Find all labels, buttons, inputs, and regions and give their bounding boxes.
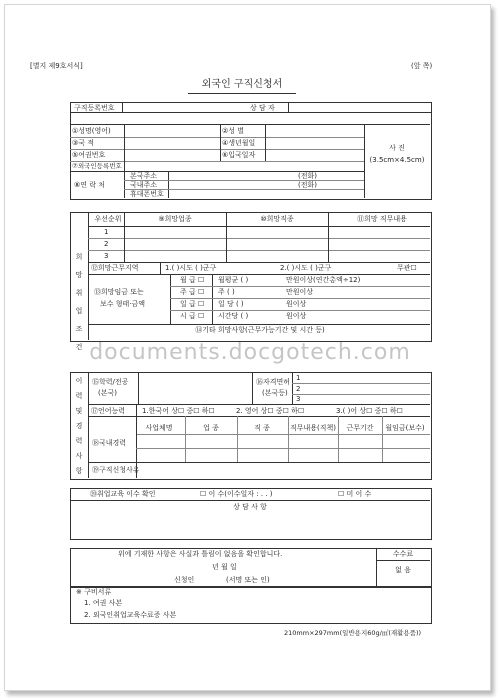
desired-region-1: 1.( )시도 ( )군구 bbox=[165, 264, 217, 272]
career-header-duties: 직무내용(직책) bbox=[289, 424, 337, 432]
career-side-label: 이 력 및 경 력 사 항 bbox=[75, 377, 83, 475]
entry-date-label: ⑥입국일자 bbox=[222, 151, 256, 159]
license-label: ⑯자격면허 bbox=[256, 378, 291, 386]
education-sub-label: (본국) bbox=[98, 389, 117, 397]
other-requests-label: ⑭기타 희망사항(근무가능기간 및 시간 등) bbox=[195, 326, 325, 334]
priority-header: 우선순위 bbox=[94, 215, 122, 223]
home-address-label: 본국주소 bbox=[130, 172, 158, 180]
desired-region-label: ⑫희망근무지역 bbox=[91, 264, 139, 272]
photo-size: (3.5cm×4.5cm) bbox=[369, 156, 425, 164]
wage-amount-weekly: 만원이상 bbox=[286, 288, 314, 296]
alien-reg-label: ⑦외국인등록번호 bbox=[72, 162, 122, 170]
desired-occupation-header: ⑩희망직종 bbox=[260, 215, 294, 223]
photo-label: 사 진 bbox=[389, 144, 405, 152]
career-header-period: 근무기간 bbox=[346, 424, 374, 432]
priority-row-1: 1 bbox=[104, 228, 109, 236]
form-title: 외국인 구직신청서 bbox=[201, 79, 283, 90]
education-career-section bbox=[70, 372, 432, 480]
passport-label: ⑤여권번호 bbox=[72, 151, 106, 159]
watermark-text: documents.docgotech.com bbox=[89, 340, 411, 365]
language-label: ⑰언어능력 bbox=[91, 407, 126, 415]
desired-duties-header: ⑪희망 직무내용 bbox=[357, 215, 407, 223]
wage-type-monthly[interactable]: 월 급 ☐ bbox=[180, 276, 205, 284]
license-row-1: 1 bbox=[296, 374, 301, 382]
wage-detail-hourly: 시간당 ( ) bbox=[218, 312, 249, 320]
name-label: ①성명(영어) bbox=[72, 127, 111, 135]
license-sub-label: (본국등) bbox=[262, 389, 288, 397]
required-document-2: 2. 외국인취업교육수료증 사본 bbox=[84, 611, 177, 619]
career-header-wage: 월임금(보수) bbox=[385, 424, 425, 432]
reg-number-label: 구직등록번호 bbox=[74, 104, 115, 112]
wage-type-weekly[interactable]: 주 급 ☐ bbox=[180, 288, 205, 296]
language-english[interactable]: 2. 영어 상☐ 중☐ 하☐ bbox=[236, 407, 305, 415]
career-header-company: 사업체명 bbox=[145, 424, 173, 432]
license-row-2: 2 bbox=[296, 385, 301, 393]
language-korean[interactable]: 1.한국어 상☐ 중☐ 하☐ bbox=[142, 407, 215, 415]
priority-row-2: 2 bbox=[104, 240, 109, 248]
training-not-completed-checkbox[interactable]: ☐ 미 이 수 bbox=[338, 490, 372, 498]
training-completed-checkbox[interactable]: ☐ 이 수(이수일자 : . . ) bbox=[200, 490, 273, 498]
desired-region-2: 2.( )시도 ( )군구 bbox=[280, 264, 332, 272]
page-side-label: (앞 쪽) bbox=[411, 62, 433, 70]
career-header-occupation: 직 종 bbox=[254, 424, 270, 432]
language-other[interactable]: 3.( )어 상☐ 중☐ 하☐ bbox=[336, 407, 403, 415]
required-document-1: 1. 여권 사본 bbox=[84, 599, 123, 607]
signature-label: (서명 또는 인) bbox=[226, 576, 270, 584]
local-address-label: 국내주소 bbox=[130, 181, 158, 189]
desired-industry-header: ⑨희망업종 bbox=[158, 215, 192, 223]
local-phone-label: (전화) bbox=[298, 181, 317, 189]
wage-detail-weekly: 주 ( ) bbox=[218, 288, 235, 296]
wage-amount-monthly: 만원이상(연간총액÷12) bbox=[286, 276, 361, 284]
fee-label: 수수료 bbox=[392, 550, 414, 558]
applicant-label: 신청인 bbox=[174, 576, 195, 584]
paper-size-note: 210mm×297mm(일반용지60g/㎡(재활용품)) bbox=[284, 629, 422, 637]
domestic-career-label: ⑱국내경력 bbox=[92, 439, 127, 447]
training-label: ⑳취업교육 이수 확인 bbox=[90, 490, 156, 498]
consultation-notes-label: 상 담 사 항 bbox=[233, 503, 267, 511]
license-row-3: 3 bbox=[296, 395, 301, 403]
desired-wage-label-1: ⑬희망임금 또는 bbox=[94, 288, 144, 296]
birthdate-label: ④생년월일 bbox=[222, 139, 256, 147]
declaration-text: 위에 기재한 사항은 사실과 틀림이 없음을 확인합니다. bbox=[118, 550, 283, 558]
counselor-label: 상 담 자 bbox=[250, 104, 275, 112]
mobile-label: 휴대폰번호 bbox=[130, 190, 164, 198]
wage-detail-daily: 일 당 ( ) bbox=[218, 300, 244, 308]
fee-value: 없 음 bbox=[395, 566, 411, 574]
home-phone-label: (전화) bbox=[298, 172, 317, 180]
required-documents-title: ※ 구비서류 bbox=[76, 588, 112, 596]
form-number: [별지 제9호서식] bbox=[30, 62, 83, 70]
region-any-checkbox[interactable]: 무관☐ bbox=[397, 264, 417, 272]
contact-label: ⑧연 락 처 bbox=[74, 181, 106, 189]
wage-type-hourly[interactable]: 시 급 ☐ bbox=[180, 312, 205, 320]
application-reason-label: ⑲구직신청사유 bbox=[92, 466, 140, 474]
declaration-date: 년 월 일 bbox=[212, 563, 237, 571]
wage-type-daily[interactable]: 일 급 ☐ bbox=[180, 300, 205, 308]
wage-detail-monthly: 월평균 ( ) bbox=[218, 276, 249, 284]
title-underline bbox=[188, 93, 296, 94]
education-label: ⑮학력/전공 bbox=[92, 378, 129, 386]
desired-conditions-side-label: 희 망 취 업 조 건 bbox=[75, 253, 83, 351]
wage-amount-daily: 원이상 bbox=[286, 300, 307, 308]
wage-amount-hourly: 원이상 bbox=[286, 312, 307, 320]
sex-label: ②성 별 bbox=[222, 127, 245, 135]
nationality-label: ③국 적 bbox=[72, 139, 95, 147]
priority-row-3: 3 bbox=[104, 252, 109, 260]
career-header-industry: 업 종 bbox=[203, 424, 219, 432]
desired-wage-label-2: 보수 형태·금액 bbox=[100, 300, 146, 308]
